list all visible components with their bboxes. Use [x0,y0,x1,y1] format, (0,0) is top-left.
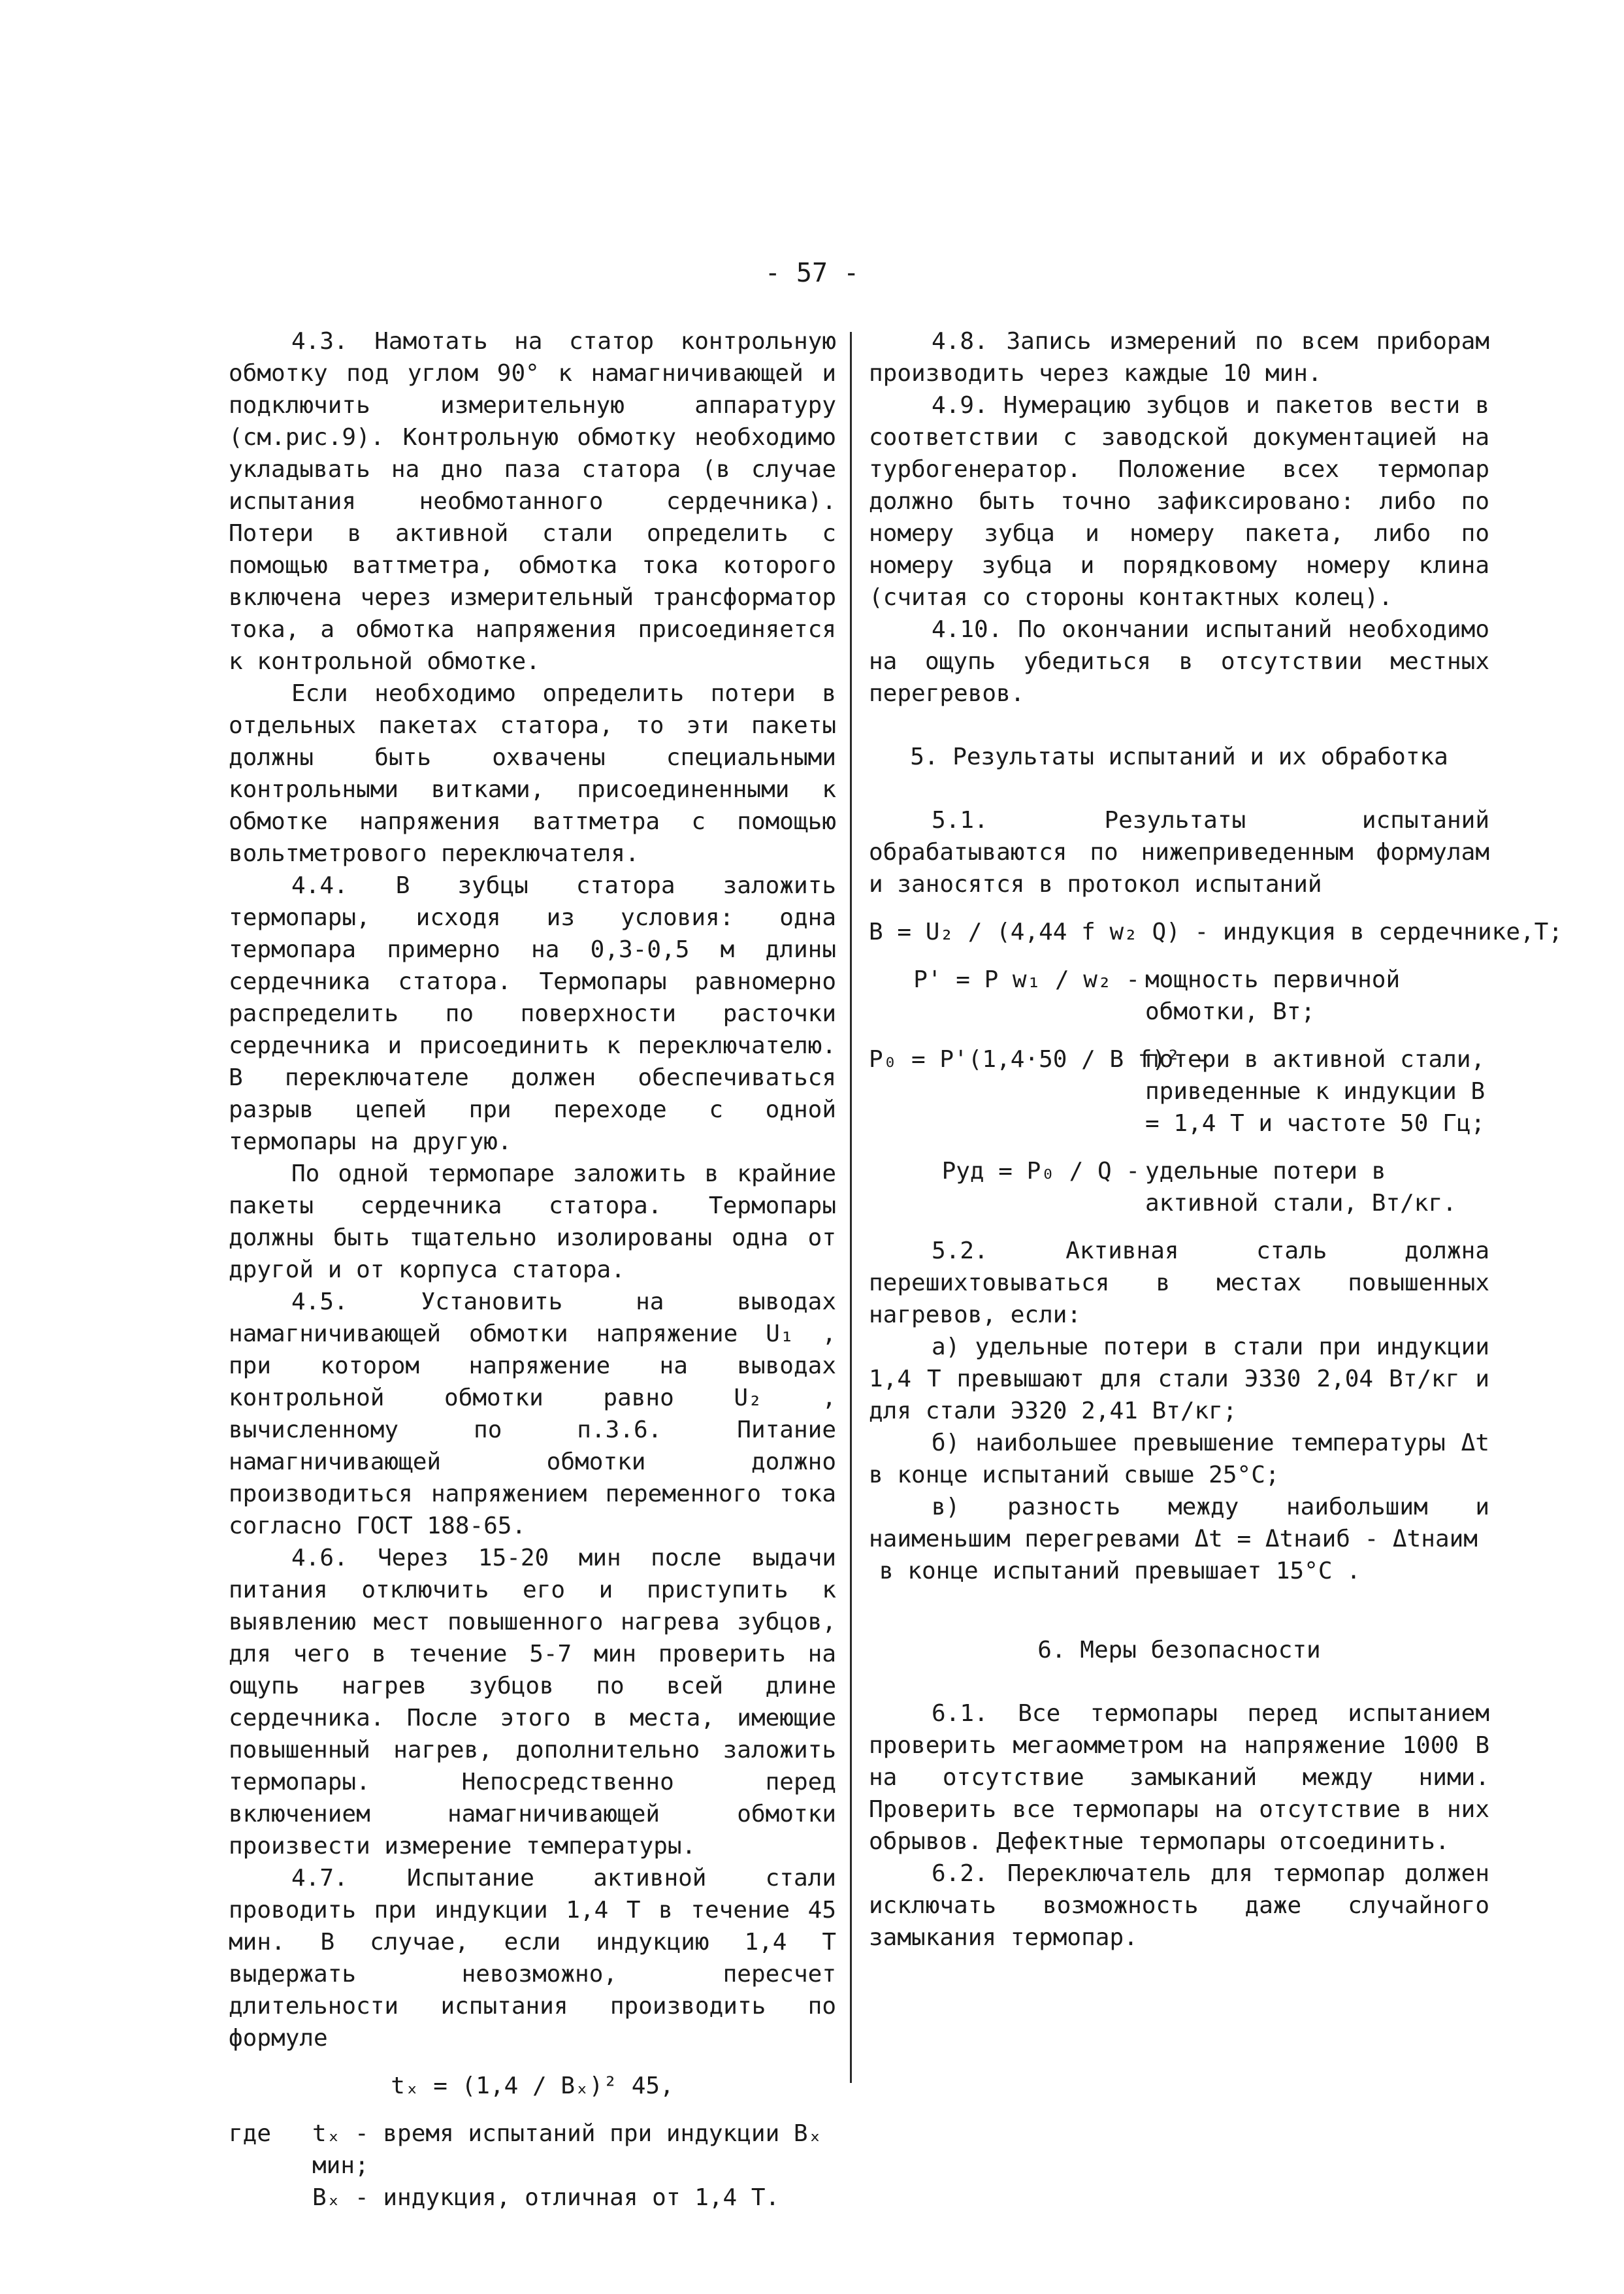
formula-specific-losses-expr: Pуд = P₀ / Q - [941,1158,1140,1185]
formula-primary-power [869,964,1489,1028]
paragraph-6-2: 6.2. Переключатель для термопар должен исключать возможность даже случайного замыкания термопар. [869,1860,1489,1951]
formula-losses-desc: потери в активной стали, приведенные к индукции B = 1,4 Т и частоте 50 Гц; [1145,1046,1486,1137]
paragraph-4-3: 4.3. Намотать на статор контрольную обмотку под углом 90° к намагничивающей и подключить измерительную аппаратуру (см.рис.9). Контрольную обмотку необходимо укладывать на дно паза статора (в случае испытания необмотанного сердечника). Потери в активной стали определить с помощью ваттметра, обмотка тока которого включена через измерительный трансформатор тока, а обмотка напряжения присоединяется к контрольной обмотке. [229,328,836,675]
paragraph-4-4: 4.4. В зубцы статора заложить термопары, исходя из условия: одна термопара примерно на 0,3-0,5 м длины сердечника статора. Термопары равномерно распределить по поверхности расточки сердечника и присоединить к переключателю. В переключателе должен обеспечиваться разрыв цепей при переходе с одной термопары на другую. [229,872,836,1155]
paragraph-4-10: 4.10. По окончании испытаний необходимо на ощупь убедиться в отсутствии местных перегревов. [869,616,1489,707]
column-divider [850,332,852,2083]
paragraph-5-2-c-end: в конце испытаний превышает 15°С . [879,1558,1361,1584]
formula-losses [869,1043,1489,1139]
section-5-heading: 5. Результаты испытаний и их обработка [910,744,1448,770]
formula-legend-2 [229,2182,836,2214]
paragraph-4-9: 4.9. Нумерацию зубцов и пакетов вести в соответствии с заводской документацией на турбогенератор. Положение всех термопар должно быть точно зафиксировано: либо по номеру зубца и номеру пакета, либо по номеру зубца и порядковому номеру клина (считая со стороны контактных колец). [869,392,1489,611]
formula-primary-power-expr: P' = P w₁ / w₂ - [913,966,1140,993]
formula-losses-expr: P₀ = P'(1,4·50 / B f)² - [869,1046,1209,1073]
where-label: где [229,2120,272,2147]
formula-induction: B = U₂ / (4,44 f w₂ Q) - индукция в сердечнике,Т; [869,919,1563,945]
section-6-heading: 6. Меры безопасности [1037,1637,1321,1663]
paragraph-4-6: 4.6. Через 15-20 мин после выдачи питания отключить его и приступить к выявлению мест повышенного нагрева зубцов, для чего в течение 5-7 мин проверить на ощупь нагрев зубцов по всей длине сердечника. После этого в места, имеющие повышенный нагрев, дополнительно заложить термопары. Непосредственно перед включением намагничивающей обмотки произвести измерение температуры. [229,1545,836,1860]
legend-time: tₓ - время испытаний при индукции Bₓ мин; [312,2120,822,2179]
paragraph-5-1: 5.1. Результаты испытаний обрабатываются по нижеприведенным формулам и заносятся в протокол испытаний [869,807,1489,898]
legend-induction: Bₓ - индукция, отличная от 1,4 Т. [312,2184,780,2211]
formula-specific-losses [869,1155,1489,1219]
formula-specific-losses-desc: удельные потери в активной стали, Вт/кг. [1145,1158,1457,1217]
paragraph-4-3-continued: Если необходимо определить потери в отдельных пакетах статора, то эти пакеты должны быть охвачены специальными контрольными витками, присоединенными к обмотке напряжения ваттметра с помощью вольтметрового переключателя. [229,680,836,867]
paragraph-4-8: 4.8. Запись измерений по всем приборам производить через каждые 10 мин. [869,328,1489,387]
formula-duration: tₓ = (1,4 / Bₓ)² 45, [391,2073,674,2099]
formula-legend [229,2118,836,2182]
paragraph-5-2: 5.2. Активная сталь должна перешихтовываться в местах повышенных нагревов, если: [869,1237,1489,1328]
page-number: - 57 - [764,258,860,288]
paragraph-4-5: 4.5. Установить на выводах намагничивающей обмотки напряжение U₁ , при котором напряжение на выводах контрольной обмотки равно U₂ , вычисленному по п.3.6. Питание намагничивающей обмотки должно производиться напряжением переменного тока согласно ГОСТ 188-65. [229,1288,836,1539]
paragraph-6-1: 6.1. Все термопары перед испытанием проверить мегаомметром на напряжение 1000 В на отсутствие замыканий между ними. Проверить все термопары на отсутствие в них обрывов. Дефектные термопары отсоединить. [869,1700,1489,1855]
left-column [229,325,836,2214]
right-column [869,325,1563,1954]
paragraph-5-2-b: б) наибольшее превышение температуры Δt в конце испытаний свыше 25°С; [869,1430,1489,1488]
paragraph-4-4-continued: По одной термопаре заложить в крайние пакеты сердечника статора. Термопары должны быть тщательно изолированы одна от другой и от корпуса статора. [229,1160,836,1283]
paragraph-5-2-c: в) разность между наибольшим и наименьшим перегревами Δt = Δtнаиб - Δtнаим [869,1494,1489,1552]
paragraph-5-2-a: а) удельные потери в стали при индукции 1,4 Т превышают для стали Э330 2,04 Вт/кг и для стали Э320 2,41 Вт/кг; [869,1334,1489,1424]
paragraph-4-7: 4.7. Испытание активной стали проводить при индукции 1,4 Т в течение 45 мин. В случае, если индукцию 1,4 Т выдержать невозможно, пересчет длительности испытания производить по формуле [229,1865,836,2052]
formula-primary-power-desc: мощность первичной обмотки, Вт; [1145,966,1401,1025]
